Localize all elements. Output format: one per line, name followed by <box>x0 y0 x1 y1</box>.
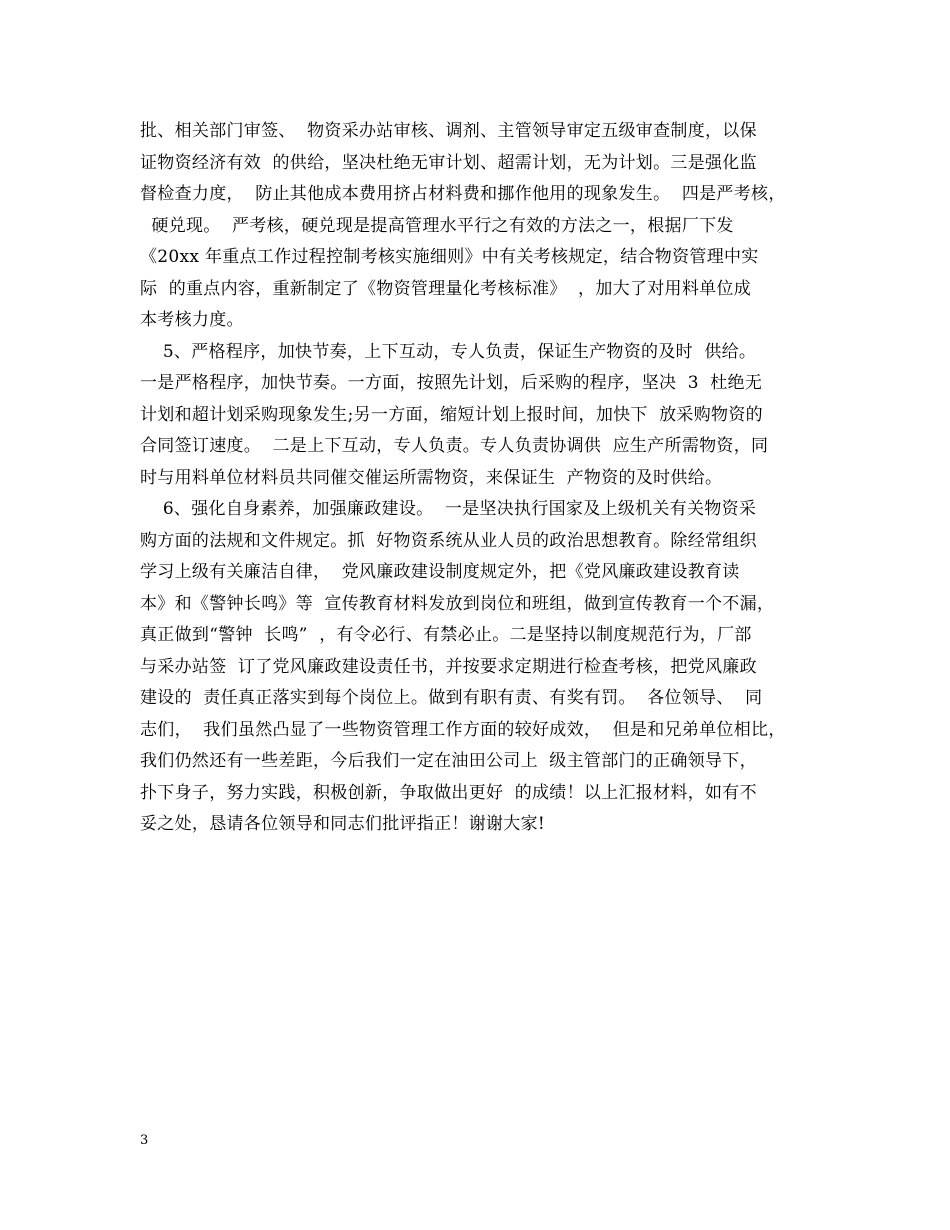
text-line: 扑下身子，努力实践，积极创新，争取做出更好 的成绩！以上汇报材料，如有不 <box>140 782 757 803</box>
text-line: 计划和超计划采购现象发生;另一方面，缩短计划上报时间，加快下 放采购物资的 <box>140 404 763 425</box>
text-line: 志们， 我们虽然凸显了一些物资管理工作方面的较好成效， 但是和兄弟单位相比， <box>140 719 786 740</box>
text-line: 合同签订速度。 二是上下互动，专人负责。专人负责协调供 应生产所需物资，同 <box>140 436 769 456</box>
text-line: 6、强化自身素养，加强廉政建设。 一是坚决执行国家及上级机关有关物资采 <box>140 499 757 519</box>
text-line: 一是严格程序，加快节奏。一方面，按照先计划，后采购的程序，坚决 3 杜绝无 <box>140 373 763 393</box>
page-number: 3 <box>140 1133 149 1148</box>
text-line: 学习上级有关廉洁自律， 党风廉政建设制度规定外，把《党风廉政建设教育读 <box>140 562 740 582</box>
text-line: 建设的 责任真正落实到每个岗位上。做到有职有责、有奖有罚。 各位领导、 同 <box>140 688 763 708</box>
text-line: 《20xx 年重点工作过程控制考核实施细则》中有关考核规定，结合物资管理中实 <box>140 247 759 267</box>
text-line: 与采办站签 订了党风廉政建设责任书，并按要求定期进行检查考核，把党风廉政 <box>140 656 757 677</box>
text-line: 时与用料单位材料员共同催交催运所需物资，来保证生 产物资的及时供给。 <box>140 467 723 488</box>
text-line: 我们仍然还有一些差距，今后我们一定在油田公司上 级主管部门的正确领导下， <box>140 751 757 771</box>
text-line: 批、相关部门审签、 物资采办站审核、调剂、主管领导审定五级审查制度，以保 <box>140 121 757 141</box>
text-line: 证物资经济有效 的供给，坚决杜绝无审计划、超需计划，无为计划。三是强化监 <box>140 152 757 173</box>
text-line: 真正做到“警钟 长鸣” ，有令必行、有禁必止。二是坚持以制度规范行为，厂部 <box>140 625 752 645</box>
text-line: 5、严格程序，加快节奏，上下互动，专人负责，保证生产物资的及时 供给。 <box>140 341 757 362</box>
text-line: 际 的重点内容，重新制定了《物资管理量化考核标准》 ，加大了对用料单位成 <box>140 278 752 299</box>
body-text <box>140 116 840 841</box>
text-line: 本考核力度。 <box>140 310 244 330</box>
text-line: 妥之处，恳请各位领导和同志们批评指正！谢谢大家! <box>140 814 546 834</box>
text-line: 本》和《警钟长鸣》等 宣传教育材料发放到岗位和班组，做到宣传教育一个不漏， <box>140 593 775 614</box>
text-line: 督检查力度， 防止其他成本费用挤占材料费和挪作他用的现象发生。 四是严考核， <box>140 184 786 204</box>
text-line: 购方面的法规和文件规定。抓 好物资系统从业人员的政治思想教育。除经常组织 <box>140 530 757 551</box>
text-line: 硬兑现。 严考核，硬兑现是提高管理水平行之有效的方法之一，根据厂下发 <box>140 215 734 236</box>
